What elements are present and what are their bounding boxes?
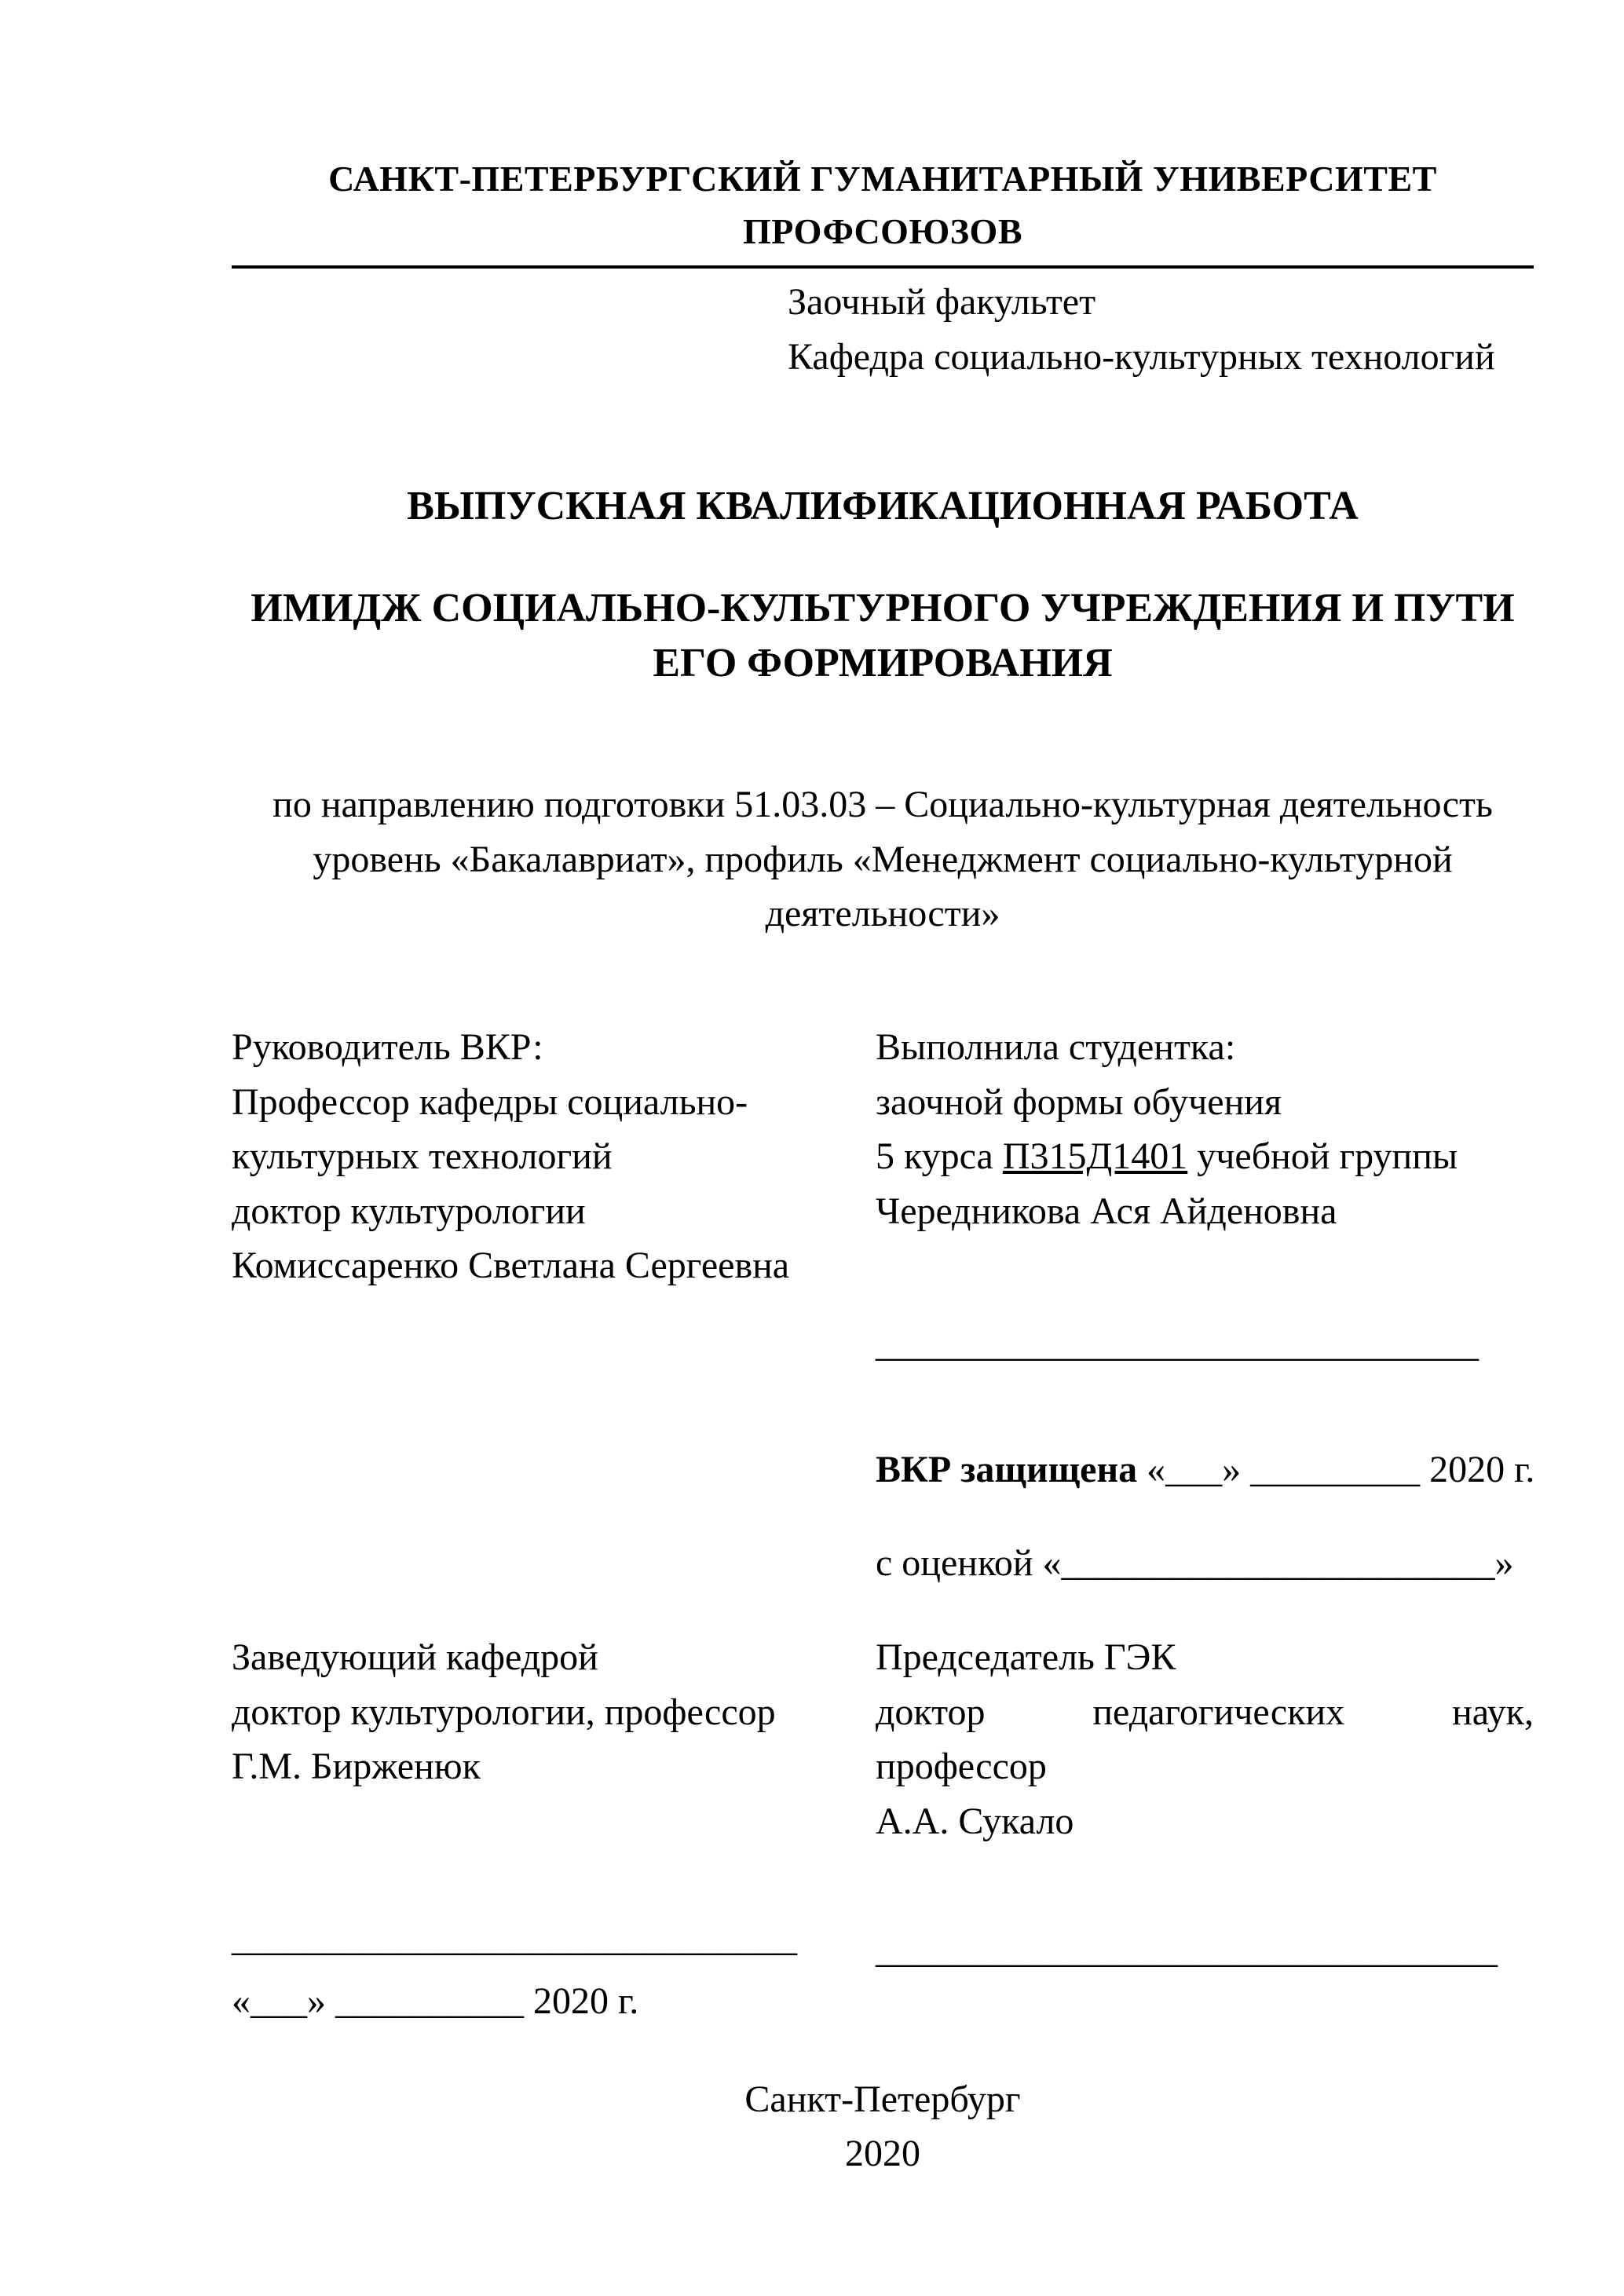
chair-rank: профессор — [876, 1746, 1047, 1788]
chair-degree-word2: педагогических — [1092, 1691, 1345, 1733]
program-line3: деятельности» — [765, 893, 1000, 935]
supervisor-position-line1: Профессор кафедры социально- — [232, 1080, 748, 1123]
chair-name: А.А. Сукало — [876, 1800, 1074, 1842]
supervisor-label: Руководитель ВКР: — [232, 1026, 543, 1068]
supervisor-name: Комиссаренко Светлана Сергеевна — [232, 1245, 790, 1287]
head-degree: доктор культурологии, профессор — [232, 1691, 776, 1733]
chair-degree-word3: наук, — [1452, 1691, 1534, 1733]
student-study-form: заочной формы обучения — [876, 1080, 1282, 1123]
department-head-block — [232, 1630, 876, 1848]
imprint — [232, 2072, 1534, 2181]
head-date-line: «___» __________ 2020 г. — [232, 1980, 639, 2023]
student-group-suffix: учебной группы — [1187, 1135, 1458, 1178]
program-line1: по направлению подготовки 51.03.03 – Социально-культурная деятельность — [272, 784, 1493, 826]
university-name: САНКТ-ПЕТЕРБУРГСКИЙ ГУМАНИТАРНЫЙ УНИВЕРСИТЕТ ПРОФСОЮЗОВ — [232, 153, 1534, 269]
thesis-title-line1: ИМИДЖ СОЦИАЛЬНО-КУЛЬТУРНОГО УЧРЕЖДЕНИЯ И ПУТИ — [251, 585, 1515, 631]
imprint-city: Санкт-Петербург — [744, 2078, 1021, 2120]
thesis-title — [232, 581, 1534, 691]
student-block — [876, 1020, 1534, 1591]
officials-section — [232, 1630, 1534, 1848]
chair-degree-line — [876, 1685, 1534, 1740]
gek-chair-block — [876, 1630, 1534, 1848]
chair-title: Председатель ГЭК — [876, 1636, 1176, 1679]
chair-degree-word1: доктор — [876, 1691, 986, 1733]
header-affiliation — [788, 275, 1534, 384]
work-type-heading: ВЫПУСКНАЯ КВАЛИФИКАЦИОННАЯ РАБОТА — [407, 483, 1359, 528]
people-section — [232, 1020, 1534, 1591]
defense-date-blank: «___» _________ 2020 г. — [1137, 1448, 1535, 1490]
thesis-title-line2: ЕГО ФОРМИРОВАНИЯ — [653, 640, 1113, 686]
program-line2: уровень «Бакалавриат», профиль «Менеджмент социально-культурной — [313, 838, 1453, 880]
chair-signature-line: _________________________________ — [876, 1929, 1498, 1972]
student-name: Чередникова Ася Айденовна — [876, 1190, 1337, 1232]
head-name: Г.М. Бирженюк — [232, 1746, 481, 1788]
student-label: Выполнила студентка: — [876, 1026, 1236, 1068]
faculty-name: Заочный факультет — [788, 281, 1096, 324]
student-course: 5 курса — [876, 1135, 1003, 1178]
head-title: Заведующий кафедрой — [232, 1636, 598, 1679]
head-signature-line: ______________________________ — [232, 1918, 797, 1960]
supervisor-position-line2: культурных технологий — [232, 1135, 613, 1178]
chair-signature-area — [876, 1911, 1534, 2028]
defense-label: ВКР защищена — [876, 1448, 1138, 1490]
imprint-year: 2020 — [845, 2133, 920, 2175]
supervisor-block — [232, 1020, 876, 1591]
department-name: Кафедра социально-культурных технологий — [788, 335, 1495, 378]
defense-line — [876, 1442, 1534, 1497]
student-group-line — [876, 1129, 1534, 1184]
signatures-section — [232, 1911, 1534, 2028]
head-signature-area — [232, 1911, 876, 2028]
student-signature-line: ________________________________ — [876, 1323, 1479, 1366]
program-paragraph — [232, 777, 1534, 941]
supervisor-degree: доктор культурологии — [232, 1190, 586, 1232]
grade-line: с оценкой «_______________________» — [876, 1542, 1514, 1585]
student-group: П315Д1401 — [1002, 1135, 1188, 1178]
